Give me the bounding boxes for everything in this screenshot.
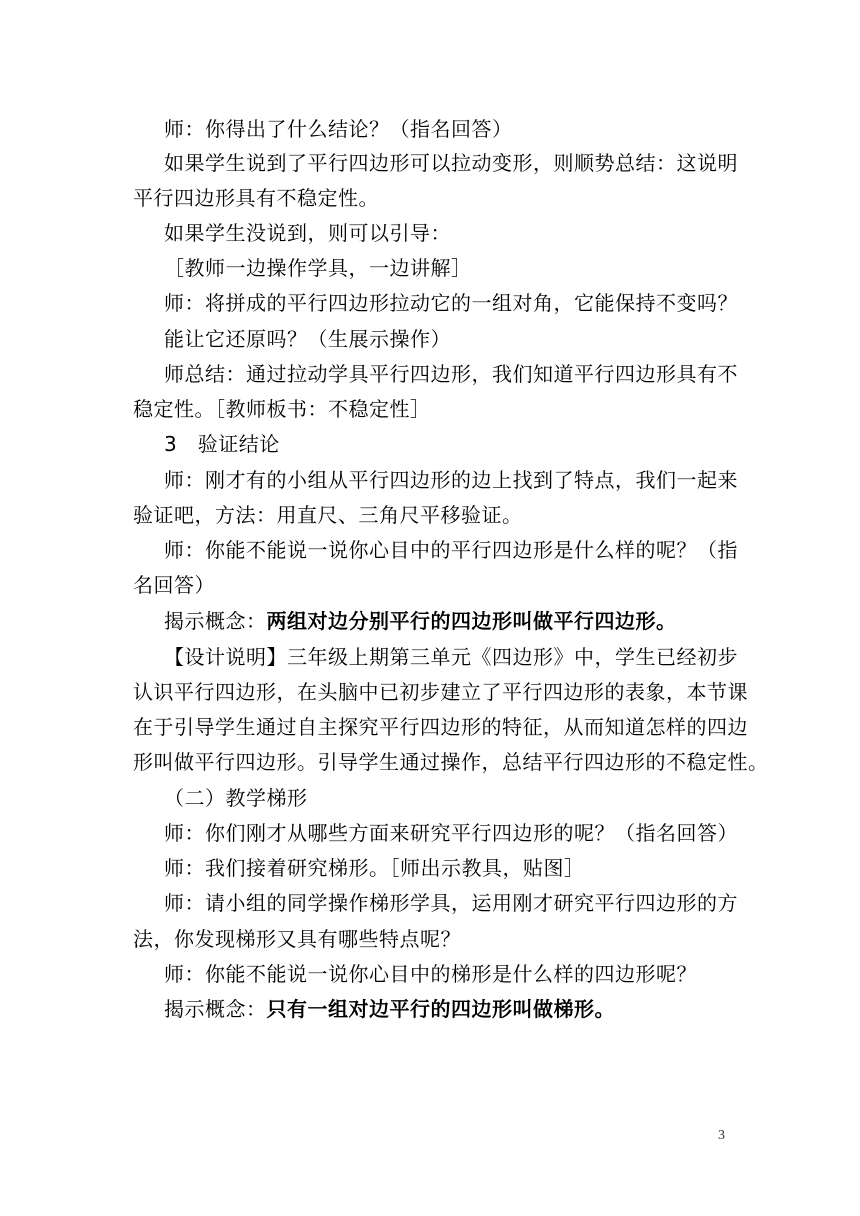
paragraph-line: 能让它还原吗？（生展示操作） bbox=[164, 327, 451, 351]
concept-prefix: 揭示概念： bbox=[164, 609, 267, 633]
paragraph-line: 师：你能不能说一说你心目中的梯形是什么样的四边形呢？ bbox=[164, 962, 697, 986]
paragraph-line: 稳定性。［教师板书：不稳定性］ bbox=[133, 397, 431, 421]
paragraph-line: 师：刚才有的小组从平行四边形的边上找到了特点，我们一起来 bbox=[164, 468, 738, 492]
paragraph-line: 师：你得出了什么结论？（指名回答） bbox=[164, 117, 513, 141]
paragraph-line: 师：请小组的同学操作梯形学具，运用刚才研究平行四边形的方 bbox=[164, 891, 738, 915]
paragraph-line: 如果学生说到了平行四边形可以拉动变形，则顺势总结：这说明 bbox=[164, 151, 738, 175]
paragraph-line: 师：你们刚才从哪些方面来研究平行四边形的呢？（指名回答） bbox=[164, 821, 738, 845]
paragraph-line: 师：将拼成的平行四边形拉动它的一组对角，它能保持不变吗？ bbox=[164, 291, 738, 315]
design-note-line: 认识平行四边形，在头脑中已初步建立了平行四边形的表象，本节课 bbox=[133, 680, 748, 704]
paragraph-line: 验证吧，方法：用直尺、三角尺平移验证。 bbox=[133, 503, 523, 527]
concept-definition: 两组对边分别平行的四边形叫做平行四边形。 bbox=[266, 609, 677, 633]
design-note-line: 【设计说明】三年级上期第三单元《四边形》中，学生已经初步 bbox=[164, 645, 738, 669]
concept-line bbox=[164, 609, 677, 633]
section-heading: 3 验证结论 bbox=[164, 432, 280, 456]
section-heading: （二）教学梯形 bbox=[164, 786, 308, 810]
concept-prefix: 揭示概念： bbox=[164, 997, 267, 1021]
concept-definition: 只有一组对边平行的四边形叫做梯形。 bbox=[266, 997, 615, 1021]
concept-line bbox=[164, 997, 615, 1021]
paragraph-line: 师总结：通过拉动学具平行四边形，我们知道平行四边形具有不 bbox=[164, 362, 738, 386]
paragraph-line: ［教师一边操作学具，一边讲解］ bbox=[164, 256, 472, 280]
page-number: 3 bbox=[718, 1128, 725, 1143]
paragraph-line: 法，你发现梯形又具有哪些特点呢？ bbox=[133, 927, 461, 951]
paragraph-line: 平行四边形具有不稳定性。 bbox=[133, 186, 379, 210]
paragraph-line: 师：我们接着研究梯形。［师出示教具，贴图］ bbox=[164, 856, 585, 880]
paragraph-line: 如果学生没说到，则可以引导： bbox=[164, 221, 451, 245]
paragraph-line: 师：你能不能说一说你心目中的平行四边形是什么样的呢？（指 bbox=[164, 538, 738, 562]
design-note-line: 在于引导学生通过自主探究平行四边形的特征，从而知道怎样的四边 bbox=[133, 715, 748, 739]
paragraph-line: 名回答） bbox=[133, 573, 215, 597]
design-note-line: 形叫做平行四边形。引导学生通过操作，总结平行四边形的不稳定性。 bbox=[133, 750, 769, 774]
